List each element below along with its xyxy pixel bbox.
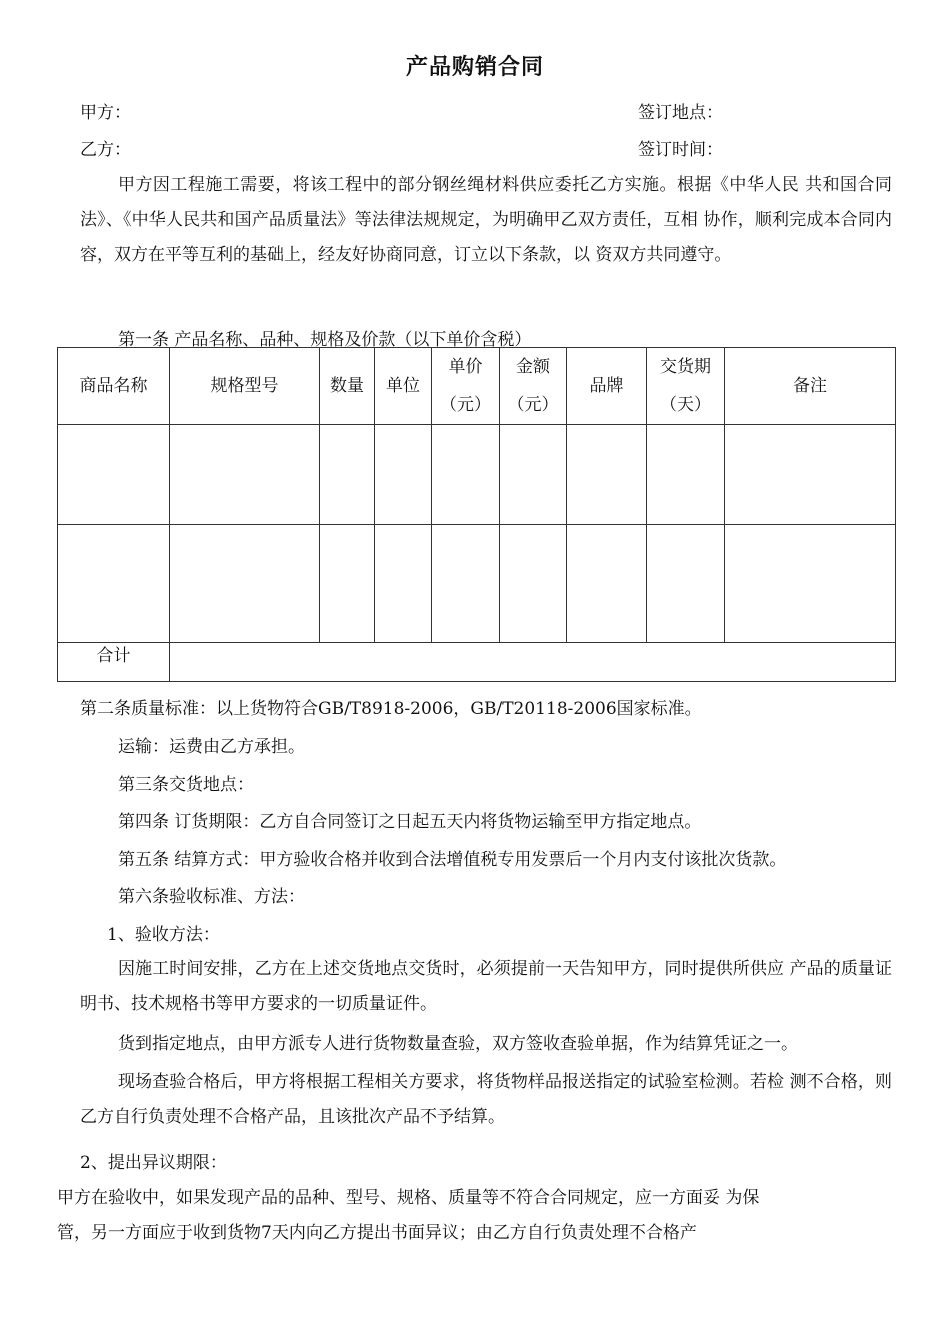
item-1-acceptance-method: 1、验收方法：	[107, 925, 220, 945]
table-row	[58, 425, 896, 525]
header-product-name: 商品名称	[58, 348, 170, 425]
cell-remark[interactable]	[725, 425, 896, 525]
article-4-order-period: 第四条 订货期限：乙方自合同签订之日起五天内将货物运输至甲方指定地点。	[118, 812, 702, 832]
header-remark: 备注	[725, 348, 896, 425]
sign-place-label: 签订地点：	[638, 103, 723, 123]
cell-brand[interactable]	[567, 425, 647, 525]
table-total-row	[58, 643, 896, 682]
article-1-heading: 第一条 产品名称、品种、规格及价款（以下单价含税）	[118, 330, 532, 350]
cell-quantity[interactable]	[320, 425, 375, 525]
cell-delivery-period[interactable]	[647, 525, 725, 643]
header-amount-currency: （元）	[507, 395, 559, 415]
header-unit-price	[432, 348, 500, 425]
total-label: 合计	[58, 643, 170, 682]
header-unit-price-label: 单价	[448, 357, 483, 377]
cell-spec-model[interactable]	[170, 425, 320, 525]
cell-delivery-period[interactable]	[647, 425, 725, 525]
cell-unit-price[interactable]	[432, 425, 500, 525]
cell-amount[interactable]	[500, 425, 567, 525]
cell-product-name[interactable]	[58, 425, 170, 525]
cell-product-name[interactable]	[58, 525, 170, 643]
cell-unit[interactable]	[375, 525, 432, 643]
contract-title: 产品购销合同	[405, 55, 544, 80]
header-brand: 品牌	[567, 348, 647, 425]
paragraph-objection-line-2: 管，另一方面应于收到货物7天内向乙方提出书面异议；由乙方自行负责处理不合格产	[57, 1223, 697, 1243]
party-b-label: 乙方：	[80, 140, 131, 160]
cell-amount[interactable]	[500, 525, 567, 643]
header-spec-model: 规格型号	[170, 348, 320, 425]
cell-unit-price[interactable]	[432, 525, 500, 643]
cell-quantity[interactable]	[320, 525, 375, 643]
table-header-row	[58, 348, 896, 425]
paragraph-lab-inspection: 现场查验合格后，甲方将根据工程相关方要求，将货物样品报送指定的试验室检测。若检 测不合格，则乙方自行负责处理不合格产品，且该批次产品不予结算。	[80, 1072, 892, 1127]
paragraph-arrival-check: 货到指定地点，由甲方派专人进行货物数量查验，双方签收查验单据，作为结算凭证之一。	[118, 1034, 798, 1054]
paragraph-delivery-notice: 因施工时间安排，乙方在上述交货地点交货时，必须提前一天告知甲方，同时提供所供应 产品的质量证明书、技术规格书等甲方要求的一切质量证件。	[80, 959, 892, 1014]
header-amount	[500, 348, 567, 425]
item-2-objection-period: 2、提出异议期限：	[80, 1153, 227, 1173]
cell-remark[interactable]	[725, 525, 896, 643]
table-row	[58, 525, 896, 643]
header-unit: 单位	[375, 348, 432, 425]
header-delivery-period	[647, 348, 725, 425]
party-a-label: 甲方：	[80, 103, 131, 123]
cell-unit[interactable]	[375, 425, 432, 525]
paragraph-objection-line-1: 甲方在验收中，如果发现产品的品种、型号、规格、质量等不符合合同规定，应一方面妥 为保	[57, 1188, 760, 1208]
header-quantity: 数量	[320, 348, 375, 425]
header-unit-price-currency: （元）	[440, 395, 491, 415]
article-2-quality-standard: 第二条质量标准：以上货物符合GB/T8918-2006，GB/T20118-2006国家标准。	[80, 699, 702, 719]
transport-clause: 运输：运费由乙方承担。	[118, 737, 305, 757]
sign-time-label: 签订时间：	[638, 140, 723, 160]
cell-brand[interactable]	[567, 525, 647, 643]
article-6-acceptance: 第六条验收标准、方法：	[118, 887, 305, 907]
goods-table	[57, 347, 896, 682]
total-value-cell[interactable]	[170, 643, 896, 682]
header-amount-label: 金额	[516, 357, 550, 377]
header-delivery-label: 交货期	[660, 357, 711, 377]
article-5-settlement: 第五条 结算方式：甲方验收合格并收到合法增值税专用发票后一个月内支付该批次货款。	[118, 850, 787, 870]
article-3-delivery-place: 第三条交货地点：	[118, 775, 254, 795]
intro-paragraph: 甲方因工程施工需要，将该工程中的部分钢丝绳材料供应委托乙方实施。根据《中华人民 共和国合同法》、《中华人民共和国产品质量法》等法律法规规定，为明确甲乙双方责任，互相 协作，顺利完成本合同内容，双方在平等互利的基础上，经友好协商同意，订立以下条款，以 资双方共同遵守。	[80, 175, 892, 265]
header-delivery-days: （天）	[660, 395, 711, 415]
cell-spec-model[interactable]	[170, 525, 320, 643]
